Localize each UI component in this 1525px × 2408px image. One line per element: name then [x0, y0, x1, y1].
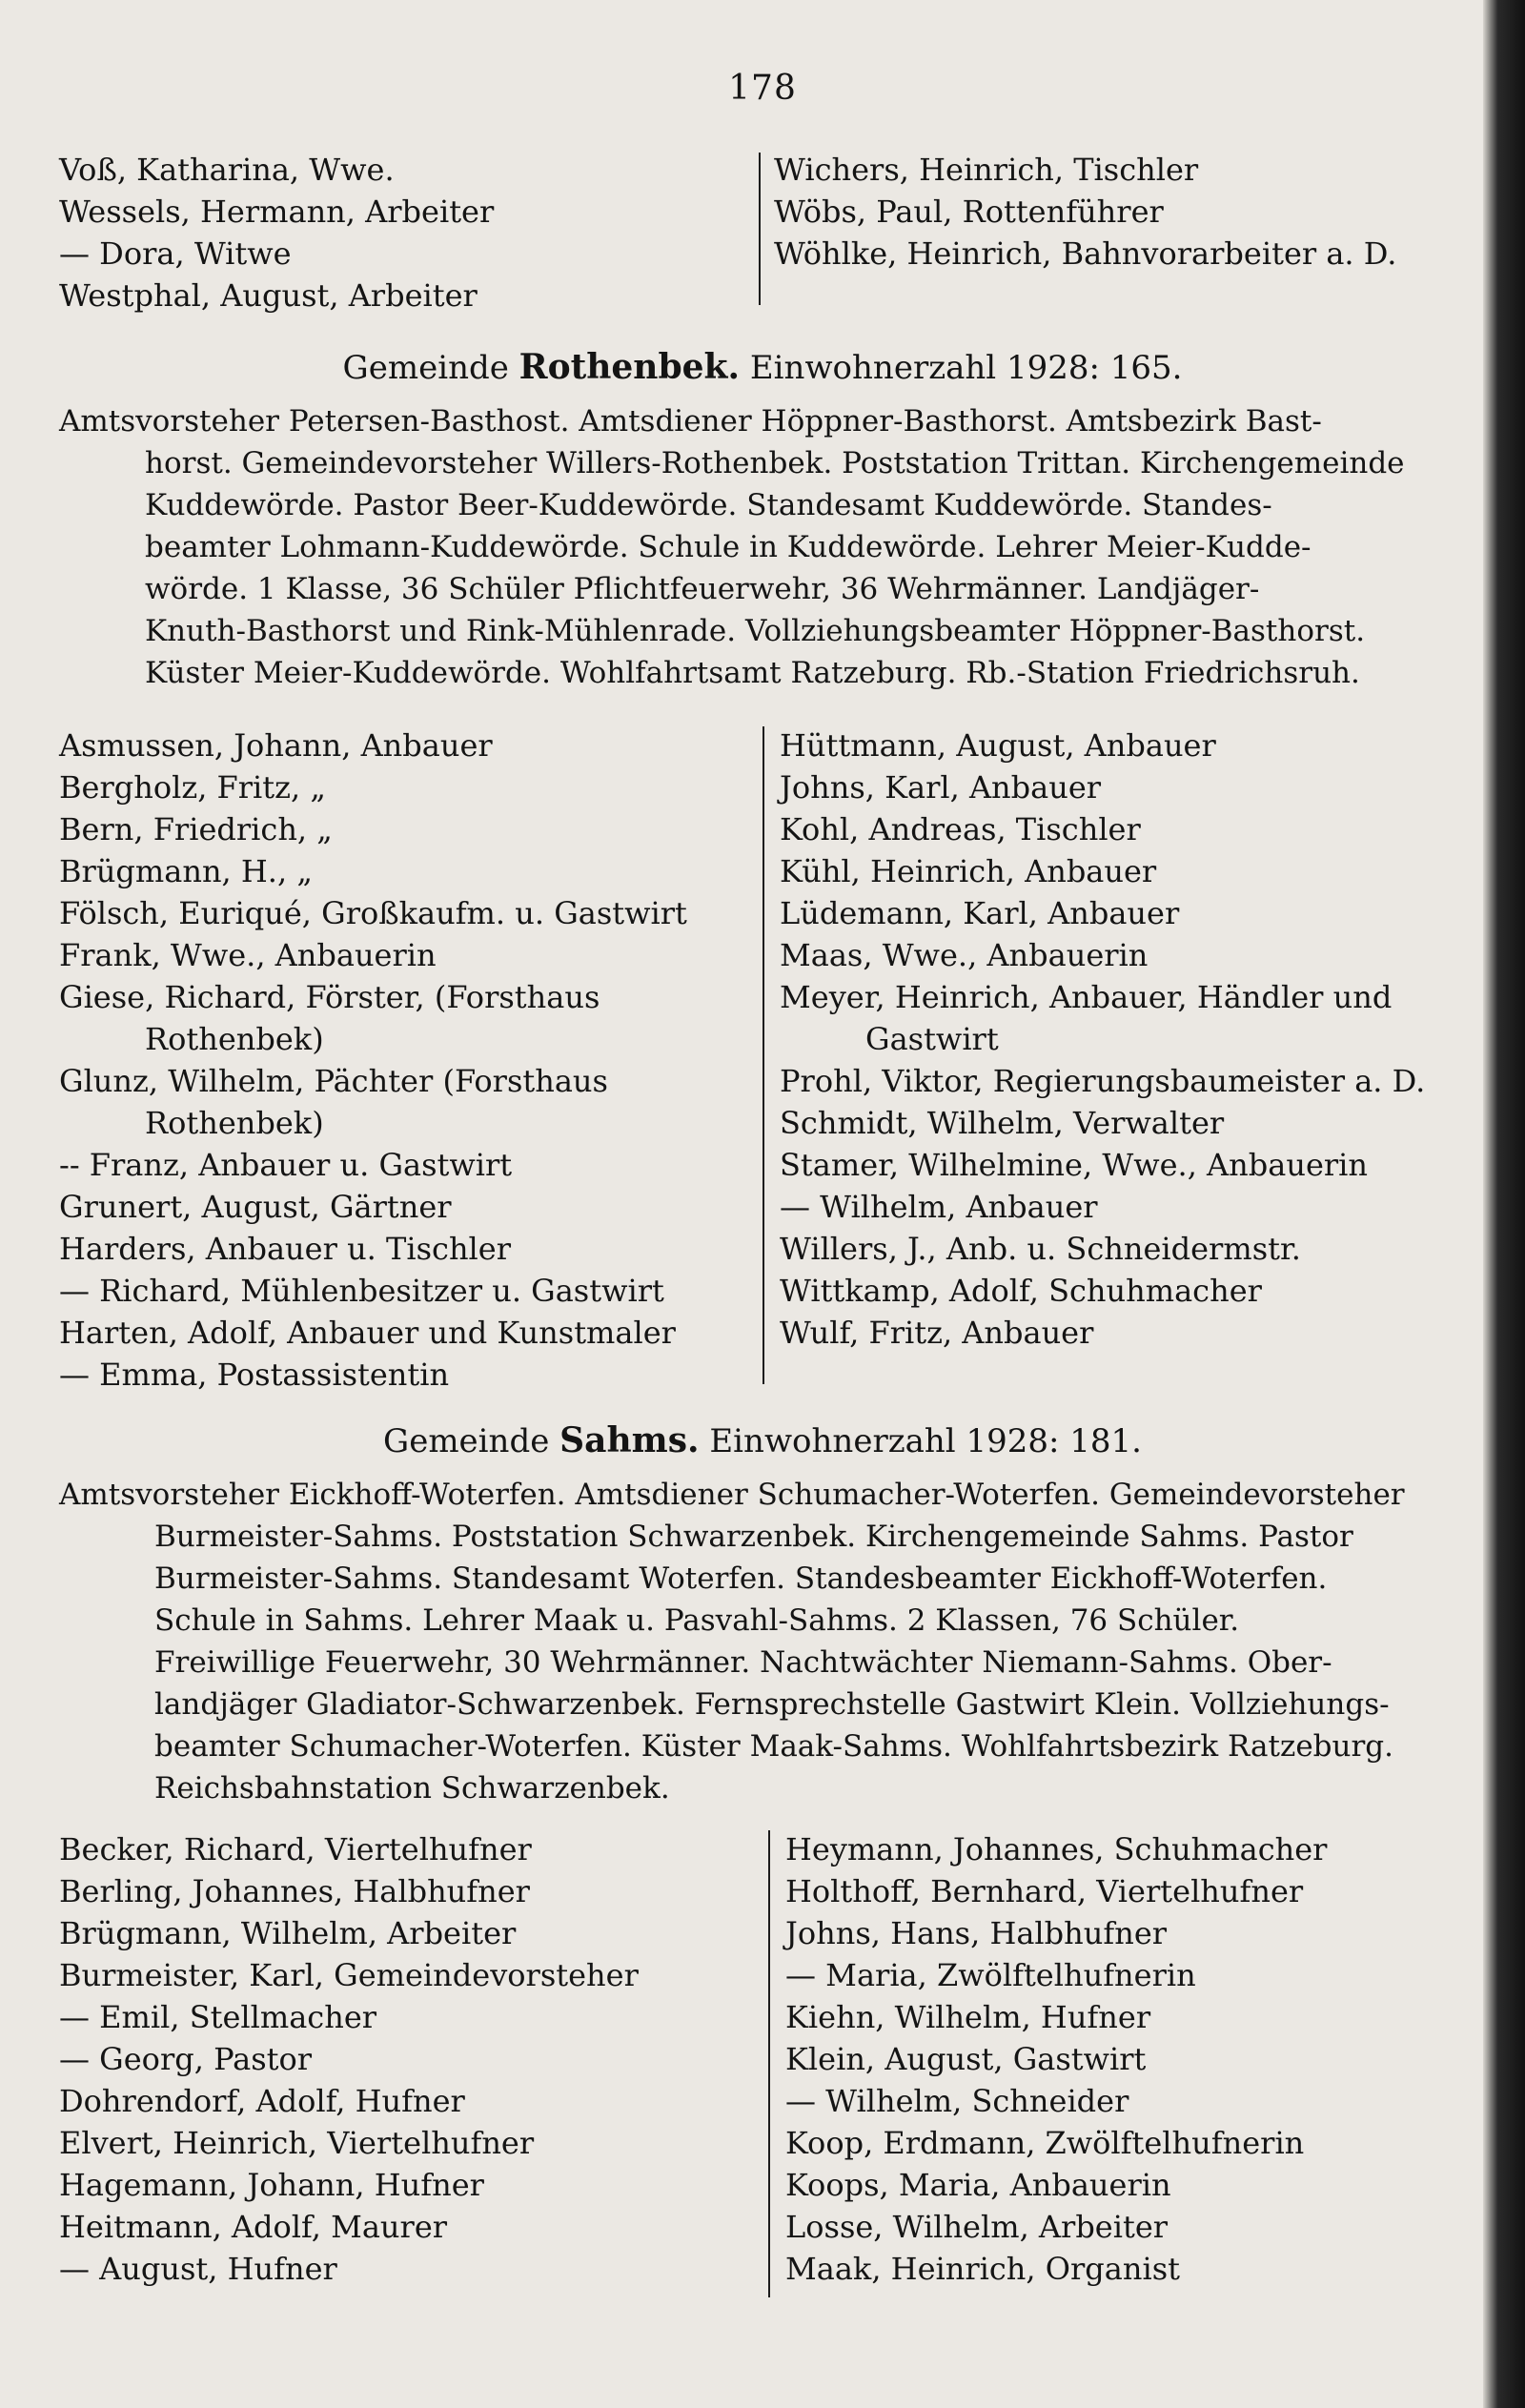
list-item: Asmussen, Johann, Anbauer [59, 727, 493, 764]
list-item: Burmeister, Karl, Gemeindevorsteher [59, 1957, 639, 1993]
section-heading-rothenbek [0, 347, 1525, 387]
list-item: — Wilhelm, Anbauer [780, 1189, 1098, 1225]
list-item: — Wilhelm, Schneider [785, 2083, 1129, 2119]
list-item: — Richard, Mühlenbesitzer u. Gastwirt [59, 1273, 664, 1309]
list-item: Maas, Wwe., Anbauerin [780, 937, 1149, 973]
list-item: Koop, Erdmann, Zwölftelhufnerin [785, 2125, 1305, 2161]
list-item: Johns, Karl, Anbauer [780, 769, 1102, 806]
list-item: Bern, Friedrich, „ [59, 811, 333, 847]
heading-suffix: Einwohnerzahl 1928: 181. [709, 1422, 1142, 1460]
list-item: Kohl, Andreas, Tischler [780, 811, 1141, 847]
list-item: Harders, Anbauer u. Tischler [59, 1231, 512, 1267]
list-item: Bergholz, Fritz, „ [59, 769, 326, 806]
heading-prefix: Gemeinde [342, 349, 509, 387]
paragraph-line: horst. Gemeindevorsteher Willers-Rothenbek. Poststation Trittan. Kirchengemeinde [145, 446, 1405, 480]
list-item: Wittkamp, Adolf, Schuhmacher [780, 1273, 1262, 1309]
paragraph-line: beamter Lohmann-Kuddewörde. Schule in Kuddewörde. Lehrer Meier-Kudde- [145, 530, 1312, 564]
heading-suffix: Einwohnerzahl 1928: 165. [749, 349, 1183, 387]
paragraph-line: Burmeister-Sahms. Poststation Schwarzenbek. Kirchengemeinde Sahms. Pastor [154, 1520, 1353, 1554]
list-item: Klein, August, Gastwirt [785, 2041, 1147, 2077]
paragraph-line: Kuddewörde. Pastor Beer-Kuddewörde. Standesamt Kuddewörde. Standes- [145, 488, 1272, 522]
list-item: Rothenbek) [145, 1021, 324, 1057]
heading-prefix: Gemeinde [383, 1422, 550, 1460]
list-item: Dohrendorf, Adolf, Hufner [59, 2083, 465, 2119]
list-item: Kiehn, Wilhelm, Hufner [785, 1999, 1151, 2035]
list-item: Wulf, Fritz, Anbauer [780, 1315, 1094, 1351]
list-item: Frank, Wwe., Anbauerin [59, 937, 437, 973]
paragraph-line: Reichsbahnstation Schwarzenbek. [154, 1771, 670, 1806]
column-divider [768, 1830, 770, 2297]
list-item: Elvert, Heinrich, Viertelhufner [59, 2125, 535, 2161]
list-item: Fölsch, Euriqué, Großkaufm. u. Gastwirt [59, 895, 687, 931]
page-number: 178 [728, 69, 797, 108]
list-item: Johns, Hans, Halbhufner [785, 1915, 1168, 1951]
paragraph-line: Burmeister-Sahms. Standesamt Woterfen. Standesbeamter Eickhoff-Woterfen. [154, 1561, 1328, 1596]
list-item: Westphal, August, Arbeiter [59, 277, 478, 314]
list-item: Kühl, Heinrich, Anbauer [780, 853, 1157, 889]
list-item: Hüttmann, August, Anbauer [780, 727, 1216, 764]
list-item: — Emil, Stellmacher [59, 1999, 377, 2035]
list-item: Berling, Johannes, Halbhufner [59, 1873, 530, 1909]
paragraph-line: Knuth-Basthorst und Rink-Mühlenrade. Vollziehungsbeamter Höppner-Basthorst. [145, 614, 1366, 648]
list-item: Stamer, Wilhelmine, Wwe., Anbauerin [780, 1147, 1369, 1183]
list-item: — Maria, Zwölftelhufnerin [785, 1957, 1196, 1993]
list-item: Wichers, Heinrich, Tischler [774, 152, 1199, 188]
list-item: Koops, Maria, Anbauerin [785, 2167, 1171, 2203]
list-item: Maak, Heinrich, Organist [785, 2251, 1180, 2287]
list-item: Losse, Wilhelm, Arbeiter [785, 2209, 1169, 2245]
list-item: Wessels, Hermann, Arbeiter [59, 194, 495, 230]
list-item: Holthoff, Bernhard, Viertelhufner [785, 1873, 1304, 1909]
list-item: Becker, Richard, Viertelhufner [59, 1831, 532, 1867]
list-item: -- Franz, Anbauer u. Gastwirt [59, 1147, 513, 1183]
list-item: — Emma, Postassistentin [59, 1357, 450, 1393]
list-item: Lüdemann, Karl, Anbauer [780, 895, 1180, 931]
list-item: Brügmann, Wilhelm, Arbeiter [59, 1915, 517, 1951]
paragraph-line: Freiwillige Feuerwehr, 30 Wehrmänner. Nachtwächter Niemann-Sahms. Ober- [154, 1645, 1332, 1680]
paragraph-line: landjäger Gladiator-Schwarzenbek. Fernsprechstelle Gastwirt Klein. Vollziehungs- [154, 1687, 1390, 1722]
paragraph-line: wörde. 1 Klasse, 36 Schüler Pflichtfeuerwehr, 36 Wehrmänner. Landjäger- [145, 572, 1260, 606]
list-item: Heymann, Johannes, Schuhmacher [785, 1831, 1328, 1867]
heading-place: Sahms. [559, 1420, 700, 1460]
section-heading-sahms [0, 1420, 1525, 1460]
list-item: Heitmann, Adolf, Maurer [59, 2209, 448, 2245]
list-item: Schmidt, Wilhelm, Verwalter [780, 1105, 1225, 1141]
list-item: Glunz, Wilhelm, Pächter (Forsthaus [59, 1063, 608, 1099]
list-item: — Georg, Pastor [59, 2041, 313, 2077]
heading-place: Rothenbek. [518, 347, 741, 387]
paragraph-line: Schule in Sahms. Lehrer Maak u. Pasvahl-Sahms. 2 Klassen, 76 Schüler. [154, 1603, 1240, 1638]
list-item: Giese, Richard, Förster, (Forsthaus [59, 979, 600, 1015]
list-item: Gastwirt [865, 1021, 999, 1057]
column-divider [759, 153, 761, 305]
paragraph-line: beamter Schumacher-Woterfen. Küster Maak-Sahms. Wohlfahrtsbezirk Ratzeburg. [154, 1729, 1394, 1764]
list-item: Wöbs, Paul, Rottenführer [774, 194, 1164, 230]
list-item: Wöhlke, Heinrich, Bahnvorarbeiter a. D. [774, 235, 1397, 272]
list-item: Hagemann, Johann, Hufner [59, 2167, 484, 2203]
list-item: — Dora, Witwe [59, 235, 292, 272]
list-item: Brügmann, H., „ [59, 853, 313, 889]
list-item: Grunert, August, Gärtner [59, 1189, 452, 1225]
list-item: Prohl, Viktor, Regierungsbaumeister a. D. [780, 1063, 1426, 1099]
paragraph-line: Amtsvorsteher Eickhoff-Woterfen. Amtsdiener Schumacher-Woterfen. Gemeindevorsteher [59, 1478, 1405, 1512]
list-item: Willers, J., Anb. u. Schneidermstr. [780, 1231, 1301, 1267]
paragraph-line: Amtsvorsteher Petersen-Basthost. Amtsdiener Höppner-Basthorst. Amtsbezirk Bast- [59, 404, 1322, 439]
list-item: Meyer, Heinrich, Anbauer, Händler und [780, 979, 1393, 1015]
paragraph-line: Küster Meier-Kuddewörde. Wohlfahrtsamt Ratzeburg. Rb.-Station Friedrichsruh. [145, 656, 1360, 690]
column-divider [762, 726, 764, 1384]
list-item: Voß, Katharina, Wwe. [59, 152, 395, 188]
list-item: Rothenbek) [145, 1105, 324, 1141]
list-item: Harten, Adolf, Anbauer und Kunstmaler [59, 1315, 676, 1351]
list-item: — August, Hufner [59, 2251, 337, 2287]
